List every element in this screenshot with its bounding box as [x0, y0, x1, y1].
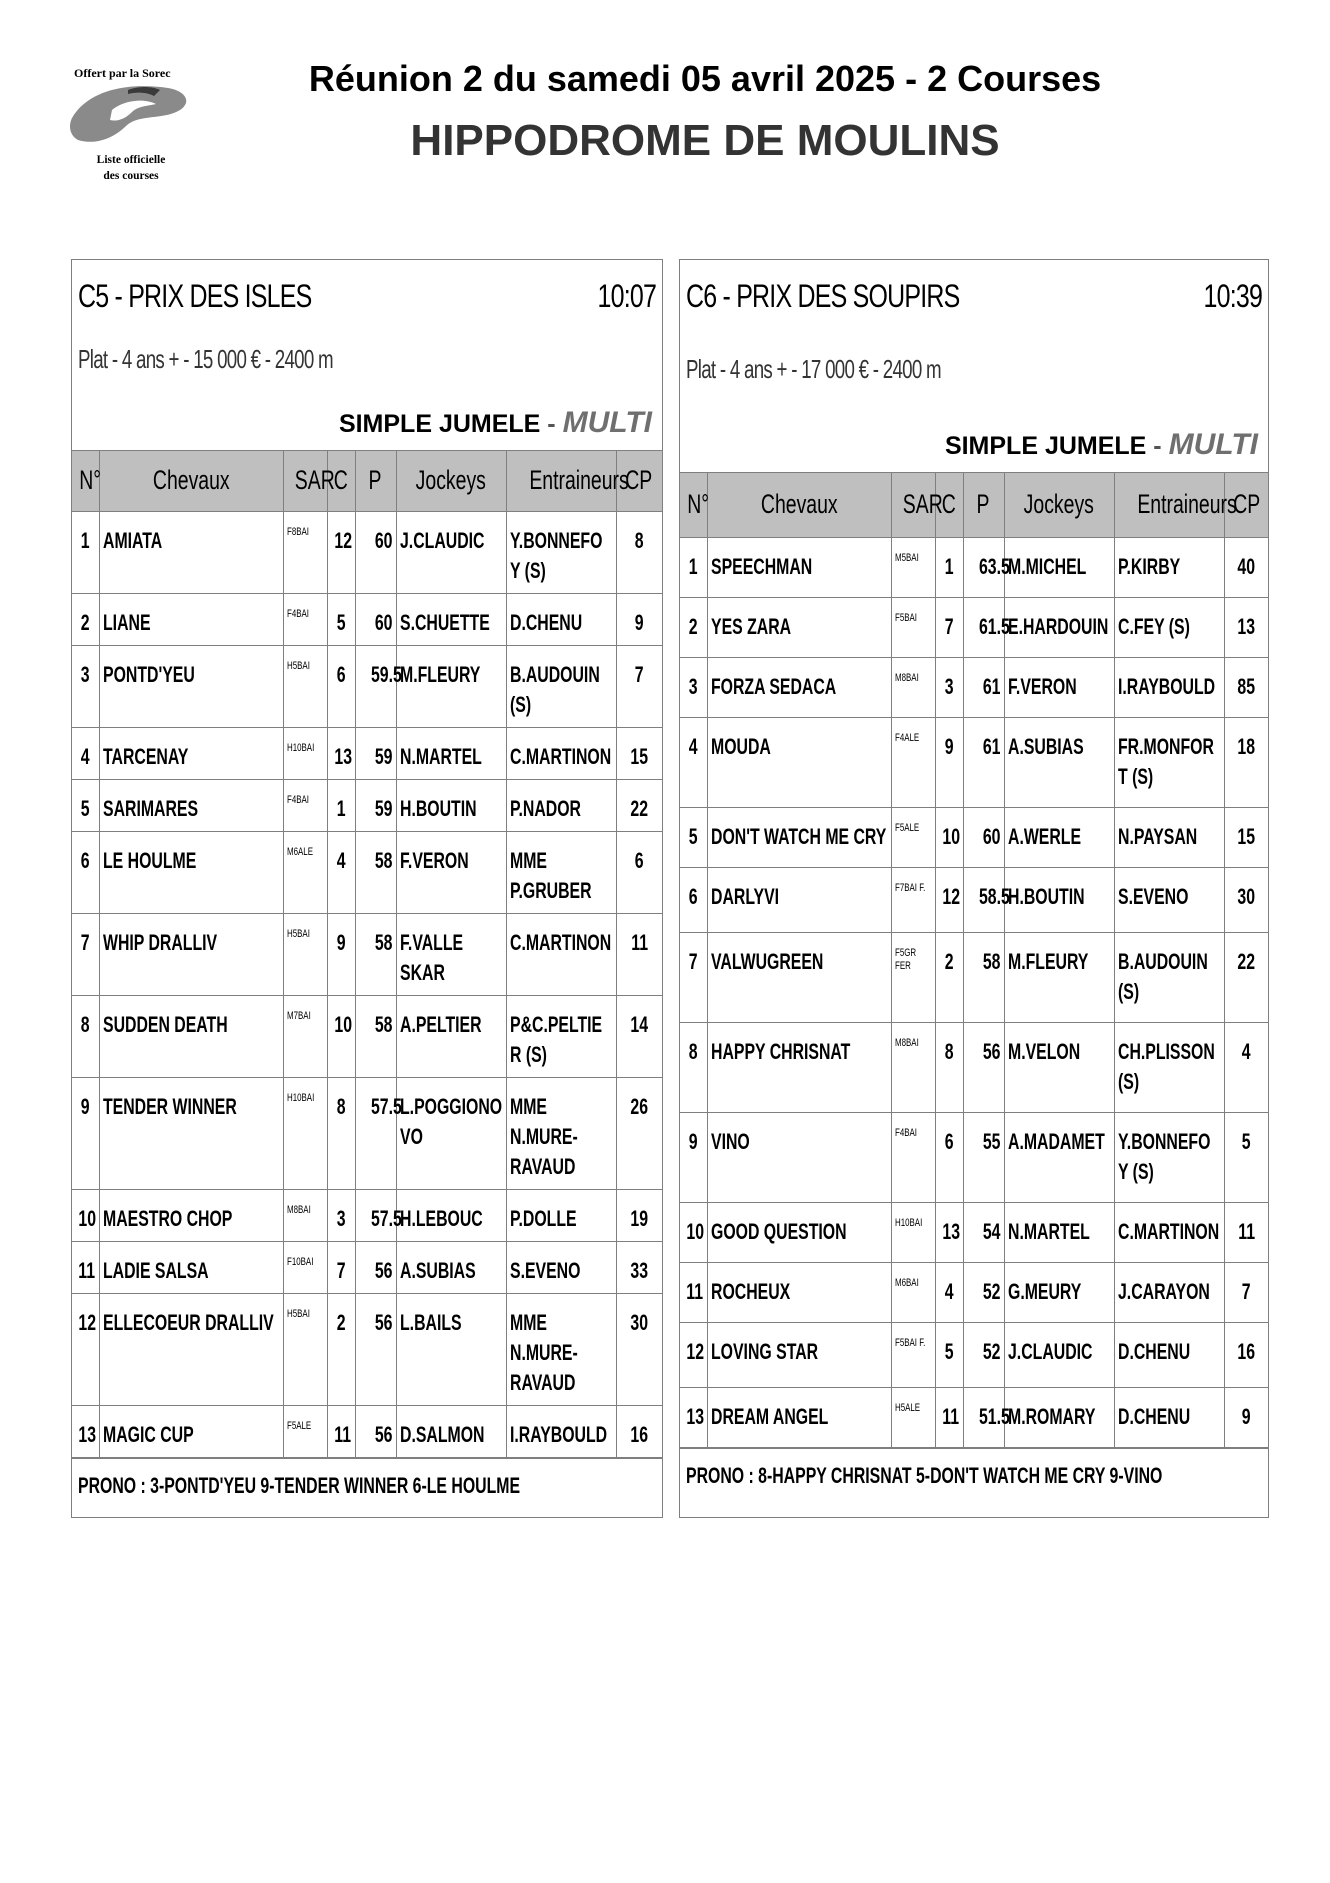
cell-jockey: A.WERLE — [1004, 807, 1114, 867]
race-time: 10:39 — [1203, 278, 1262, 314]
cell-trainer: C.MARTINON — [506, 727, 616, 779]
cell-cp: 4 — [1224, 1022, 1268, 1112]
cell-horse: GOOD QUESTION — [707, 1202, 891, 1262]
cell-c: 6 — [935, 1112, 963, 1202]
cell-n: 1 — [680, 537, 707, 597]
cell-trainer: MME N.MURE-RAVAUD — [506, 1077, 616, 1189]
cell-sar: M5BAI — [891, 537, 935, 597]
cell-cp: 9 — [616, 593, 662, 645]
cell-n: 2 — [680, 597, 707, 657]
cell-horse: VALWUGREEN — [707, 932, 891, 1022]
cell-c: 11 — [935, 1387, 963, 1447]
cell-p: 63.5 — [963, 537, 1004, 597]
cell-trainer: FR.MONFORT (S) — [1114, 717, 1224, 807]
cell-sar: F5ALE — [283, 1405, 327, 1457]
cell-trainer: P.KIRBY — [1114, 537, 1224, 597]
cell-trainer: D.CHENU — [1114, 1322, 1224, 1387]
cell-trainer: B.AUDOUIN (S) — [506, 645, 616, 727]
cell-c: 5 — [327, 593, 355, 645]
cell-jockey: F.VERON — [1004, 657, 1114, 717]
cell-sar: F5GR FER — [891, 932, 935, 1022]
cell-jockey: N.MARTEL — [396, 727, 506, 779]
cell-cp: 22 — [1224, 932, 1268, 1022]
table-row — [72, 1293, 662, 1405]
cell-trainer: D.CHENU — [1114, 1387, 1224, 1447]
cell-horse: SARIMARES — [99, 779, 283, 831]
cell-n: 3 — [680, 657, 707, 717]
cell-cp: 18 — [1224, 717, 1268, 807]
cell-cp: 9 — [1224, 1387, 1268, 1447]
cell-cp: 6 — [616, 831, 662, 913]
prono: PRONO : 8-HAPPY CHRISNAT 5-DON'T WATCH ME CRY 9-VINO — [680, 1448, 1268, 1501]
cell-c: 7 — [935, 597, 963, 657]
cell-horse: FORZA SEDACA — [707, 657, 891, 717]
cell-horse: SPEECHMAN — [707, 537, 891, 597]
cell-jockey: A.SUBIAS — [1004, 717, 1114, 807]
cell-jockey: J.CLAUDIC — [396, 511, 506, 593]
cell-p: 56 — [355, 1241, 396, 1293]
col-header: Entraineurs — [1114, 473, 1224, 537]
cell-n: 12 — [680, 1322, 707, 1387]
bet-types: SIMPLE JUMELE - MULTI — [338, 406, 652, 439]
venue-title: HIPPODROME DE MOULINS — [410, 116, 1000, 165]
race-name: C6 - PRIX DES SOUPIRS — [686, 278, 960, 314]
cell-sar: F5ALE — [891, 807, 935, 867]
cell-jockey: H.LEBOUC — [396, 1189, 506, 1241]
cell-sar: H10BAI — [891, 1202, 935, 1262]
col-header: SAR — [283, 451, 327, 511]
cell-jockey: M.MICHEL — [1004, 537, 1114, 597]
cell-p: 58 — [355, 995, 396, 1077]
race-panel-c6 — [679, 259, 1269, 1518]
cell-horse: MAESTRO CHOP — [99, 1189, 283, 1241]
cell-p: 60 — [355, 511, 396, 593]
cell-sar: M8BAI — [891, 1022, 935, 1112]
table-row — [72, 1405, 662, 1457]
cell-jockey: H.BOUTIN — [396, 779, 506, 831]
cell-c: 11 — [327, 1405, 355, 1457]
cell-horse: DARLYVI — [707, 867, 891, 932]
cell-n: 5 — [72, 779, 99, 831]
table-header — [680, 473, 1268, 537]
cell-jockey: A.MADAMET — [1004, 1112, 1114, 1202]
table-row — [72, 779, 662, 831]
cell-sar: M8BAI — [891, 657, 935, 717]
table-row — [680, 1387, 1268, 1447]
cell-sar: H5BAI — [283, 1293, 327, 1405]
cell-p: 59 — [355, 779, 396, 831]
cell-jockey: A.SUBIAS — [396, 1241, 506, 1293]
cell-sar: F8BAI — [283, 511, 327, 593]
cell-n: 2 — [72, 593, 99, 645]
table-row — [72, 645, 662, 727]
cell-n: 12 — [72, 1293, 99, 1405]
cell-sar: F5BAI F. — [891, 1322, 935, 1387]
col-header: N° — [72, 451, 99, 511]
cell-jockey: M.FLEURY — [1004, 932, 1114, 1022]
cell-horse: LOVING STAR — [707, 1322, 891, 1387]
cell-trainer: P.DOLLE — [506, 1189, 616, 1241]
table-row — [680, 932, 1268, 1022]
cell-sar: F4BAI — [891, 1112, 935, 1202]
cell-p: 61 — [963, 717, 1004, 807]
table-header — [72, 451, 662, 511]
cell-horse: DREAM ANGEL — [707, 1387, 891, 1447]
cell-c: 8 — [935, 1022, 963, 1112]
cell-p: 56 — [963, 1022, 1004, 1112]
race-panel-c5 — [71, 259, 663, 1518]
cell-trainer: MME N.MURE-RAVAUD — [506, 1293, 616, 1405]
col-header: SAR — [891, 473, 935, 537]
cell-horse: ELLECOEUR DRALLIV — [99, 1293, 283, 1405]
sorec-logo — [68, 64, 194, 184]
cell-jockey: H.BOUTIN — [1004, 867, 1114, 932]
cell-n: 3 — [72, 645, 99, 727]
prono: PRONO : 3-PONTD'YEU 9-TENDER WINNER 6-LE HOULME — [72, 1458, 662, 1511]
cell-horse: AMIATA — [99, 511, 283, 593]
cell-p: 56 — [355, 1405, 396, 1457]
bet-types: SIMPLE JUMELE - MULTI — [944, 428, 1258, 461]
cell-n: 5 — [680, 807, 707, 867]
cell-c: 4 — [935, 1262, 963, 1322]
cell-n: 7 — [680, 932, 707, 1022]
cell-cp: 15 — [616, 727, 662, 779]
cell-cp: 40 — [1224, 537, 1268, 597]
cell-n: 4 — [72, 727, 99, 779]
race-time: 10:07 — [597, 278, 656, 314]
table-row — [680, 657, 1268, 717]
cell-sar: F4BAI — [283, 593, 327, 645]
cell-p: 58 — [355, 831, 396, 913]
cell-c: 12 — [327, 511, 355, 593]
cell-trainer: S.EVENO — [1114, 867, 1224, 932]
col-header: CP — [616, 451, 662, 511]
cell-c: 3 — [327, 1189, 355, 1241]
cell-cp: 8 — [616, 511, 662, 593]
cell-sar: H5BAI — [283, 645, 327, 727]
cell-horse: LE HOULME — [99, 831, 283, 913]
cell-cp: 19 — [616, 1189, 662, 1241]
cell-n: 13 — [680, 1387, 707, 1447]
cell-sar: M8BAI — [283, 1189, 327, 1241]
cell-p: 59 — [355, 727, 396, 779]
cell-cp: 5 — [1224, 1112, 1268, 1202]
cell-sar: F10BAI — [283, 1241, 327, 1293]
cell-c: 4 — [327, 831, 355, 913]
logo-bottom-text: Liste officielle des courses — [96, 154, 166, 182]
cell-trainer: P.NADOR — [506, 779, 616, 831]
cell-n: 8 — [680, 1022, 707, 1112]
cell-horse: TARCENAY — [99, 727, 283, 779]
cell-trainer: J.CARAYON — [1114, 1262, 1224, 1322]
table-row — [680, 597, 1268, 657]
cell-horse: WHIP DRALLIV — [99, 913, 283, 995]
table-row — [680, 867, 1268, 932]
cell-sar: F4ALE — [891, 717, 935, 807]
cell-trainer: I.RAYBOULD — [506, 1405, 616, 1457]
col-header: Jockeys — [1004, 473, 1114, 537]
cell-jockey: M.VELON — [1004, 1022, 1114, 1112]
cell-sar: H10BAI — [283, 727, 327, 779]
table-row — [72, 995, 662, 1077]
meeting-title: Réunion 2 du samedi 05 avril 2025 - 2 Courses — [308, 58, 1102, 99]
cell-p: 61.5 — [963, 597, 1004, 657]
cell-jockey: F.VALLE SKAR — [396, 913, 506, 995]
cell-p: 58.5 — [963, 867, 1004, 932]
col-header: C — [327, 451, 355, 511]
cell-cp: 13 — [1224, 597, 1268, 657]
cell-sar: H5ALE — [891, 1387, 935, 1447]
cell-c: 2 — [327, 1293, 355, 1405]
table-row — [72, 1077, 662, 1189]
cell-trainer: Y.BONNEFOY (S) — [1114, 1112, 1224, 1202]
cell-n: 10 — [72, 1189, 99, 1241]
cell-p: 59.5 — [355, 645, 396, 727]
cell-sar: M6ALE — [283, 831, 327, 913]
cell-cp: 11 — [1224, 1202, 1268, 1262]
cell-trainer: B.AUDOUIN (S) — [1114, 932, 1224, 1022]
cell-trainer: C.MARTINON — [1114, 1202, 1224, 1262]
cell-cp: 30 — [616, 1293, 662, 1405]
cell-trainer: Y.BONNEFOY (S) — [506, 511, 616, 593]
table-row — [680, 1322, 1268, 1387]
cell-jockey: G.MEURY — [1004, 1262, 1114, 1322]
table-row — [72, 831, 662, 913]
cell-cp: 14 — [616, 995, 662, 1077]
race-conditions: Plat - 4 ans + - 15 000 € - 2400 m — [78, 344, 333, 374]
cell-n: 13 — [72, 1405, 99, 1457]
cell-cp: 7 — [616, 645, 662, 727]
cell-cp: 15 — [1224, 807, 1268, 867]
cell-trainer: C.MARTINON — [506, 913, 616, 995]
cell-cp: 30 — [1224, 867, 1268, 932]
logo-top-text: Offert par la Sorec — [74, 66, 171, 80]
cell-trainer: CH.PLISSON (S) — [1114, 1022, 1224, 1112]
col-header: P — [355, 451, 396, 511]
table-row — [680, 1112, 1268, 1202]
table-row — [680, 1262, 1268, 1322]
race-header — [680, 260, 1268, 473]
col-header: CP — [1224, 473, 1268, 537]
cell-horse: SUDDEN DEATH — [99, 995, 283, 1077]
race-name: C5 - PRIX DES ISLES — [78, 278, 312, 314]
cell-n: 7 — [72, 913, 99, 995]
cell-horse: MAGIC CUP — [99, 1405, 283, 1457]
table-row — [72, 593, 662, 645]
race-conditions: Plat - 4 ans + - 17 000 € - 2400 m — [686, 354, 941, 384]
cell-jockey: D.SALMON — [396, 1405, 506, 1457]
cell-cp: 7 — [1224, 1262, 1268, 1322]
cell-n: 9 — [680, 1112, 707, 1202]
col-header: Jockeys — [396, 451, 506, 511]
cell-cp: 16 — [616, 1405, 662, 1457]
cell-trainer: N.PAYSAN — [1114, 807, 1224, 867]
table-row — [72, 511, 662, 593]
col-header: C — [935, 473, 963, 537]
cell-c: 9 — [327, 913, 355, 995]
cell-c: 10 — [327, 995, 355, 1077]
cell-c: 5 — [935, 1322, 963, 1387]
cell-p: 57.5 — [355, 1077, 396, 1189]
cell-n: 1 — [72, 511, 99, 593]
runners-table — [680, 473, 1268, 1448]
cell-c: 2 — [935, 932, 963, 1022]
cell-c: 1 — [327, 779, 355, 831]
table-row — [680, 1202, 1268, 1262]
cell-cp: 16 — [1224, 1322, 1268, 1387]
cell-trainer: D.CHENU — [506, 593, 616, 645]
col-header: Chevaux — [707, 473, 891, 537]
cell-cp: 33 — [616, 1241, 662, 1293]
cell-horse: YES ZARA — [707, 597, 891, 657]
cell-c: 12 — [935, 867, 963, 932]
cell-n: 10 — [680, 1202, 707, 1262]
cell-jockey: E.HARDOUIN — [1004, 597, 1114, 657]
cell-c: 6 — [327, 645, 355, 727]
cell-trainer: I.RAYBOULD — [1114, 657, 1224, 717]
cell-jockey: M.ROMARY — [1004, 1387, 1114, 1447]
cell-p: 55 — [963, 1112, 1004, 1202]
cell-p: 58 — [963, 932, 1004, 1022]
cell-jockey: J.CLAUDIC — [1004, 1322, 1114, 1387]
table-row — [680, 537, 1268, 597]
table-row — [72, 913, 662, 995]
cell-n: 11 — [680, 1262, 707, 1322]
cell-c: 3 — [935, 657, 963, 717]
cell-sar: M6BAI — [891, 1262, 935, 1322]
cell-jockey: L.POGGIONO VO — [396, 1077, 506, 1189]
cell-sar: F5BAI — [891, 597, 935, 657]
cell-jockey: A.PELTIER — [396, 995, 506, 1077]
col-header: P — [963, 473, 1004, 537]
cell-trainer: C.FEY (S) — [1114, 597, 1224, 657]
cell-p: 56 — [355, 1293, 396, 1405]
cell-n: 4 — [680, 717, 707, 807]
cell-p: 58 — [355, 913, 396, 995]
cell-jockey: F.VERON — [396, 831, 506, 913]
cell-horse: LIANE — [99, 593, 283, 645]
cell-horse: MOUDA — [707, 717, 891, 807]
table-row — [72, 727, 662, 779]
horse-logo-icon — [68, 80, 194, 150]
runners-table — [72, 451, 662, 1458]
cell-p: 57.5 — [355, 1189, 396, 1241]
cell-p: 61 — [963, 657, 1004, 717]
cell-p: 52 — [963, 1322, 1004, 1387]
cell-p: 52 — [963, 1262, 1004, 1322]
cell-c: 13 — [935, 1202, 963, 1262]
table-row — [72, 1189, 662, 1241]
cell-jockey: S.CHUETTE — [396, 593, 506, 645]
cell-c: 1 — [935, 537, 963, 597]
cell-n: 8 — [72, 995, 99, 1077]
table-row — [680, 717, 1268, 807]
cell-p: 54 — [963, 1202, 1004, 1262]
cell-p: 60 — [963, 807, 1004, 867]
cell-cp: 11 — [616, 913, 662, 995]
cell-sar: H10BAI — [283, 1077, 327, 1189]
col-header: N° — [680, 473, 707, 537]
cell-p: 60 — [355, 593, 396, 645]
cell-horse: LADIE SALSA — [99, 1241, 283, 1293]
cell-c: 8 — [327, 1077, 355, 1189]
cell-horse: TENDER WINNER — [99, 1077, 283, 1189]
cell-c: 7 — [327, 1241, 355, 1293]
cell-horse: HAPPY CHRISNAT — [707, 1022, 891, 1112]
cell-p: 51.5 — [963, 1387, 1004, 1447]
cell-c: 9 — [935, 717, 963, 807]
cell-sar: H5BAI — [283, 913, 327, 995]
col-header: Chevaux — [99, 451, 283, 511]
cell-trainer: P&C.PELTIER (S) — [506, 995, 616, 1077]
cell-sar: F4BAI — [283, 779, 327, 831]
cell-c: 13 — [327, 727, 355, 779]
cell-trainer: S.EVENO — [506, 1241, 616, 1293]
cell-sar: F7BAI F. — [891, 867, 935, 932]
cell-jockey: M.FLEURY — [396, 645, 506, 727]
race-header — [72, 260, 662, 451]
cell-horse: DON'T WATCH ME CRY — [707, 807, 891, 867]
cell-cp: 26 — [616, 1077, 662, 1189]
cell-horse: ROCHEUX — [707, 1262, 891, 1322]
table-row — [680, 807, 1268, 867]
cell-n: 6 — [680, 867, 707, 932]
table-row — [680, 1022, 1268, 1112]
cell-c: 10 — [935, 807, 963, 867]
cell-jockey: N.MARTEL — [1004, 1202, 1114, 1262]
cell-cp: 85 — [1224, 657, 1268, 717]
cell-sar: M7BAI — [283, 995, 327, 1077]
col-header: Entraineurs — [506, 451, 616, 511]
table-row — [72, 1241, 662, 1293]
cell-horse: PONTD'YEU — [99, 645, 283, 727]
cell-jockey: L.BAILS — [396, 1293, 506, 1405]
cell-n: 9 — [72, 1077, 99, 1189]
cell-horse: VINO — [707, 1112, 891, 1202]
cell-n: 11 — [72, 1241, 99, 1293]
cell-trainer: MME P.GRUBER — [506, 831, 616, 913]
cell-cp: 22 — [616, 779, 662, 831]
cell-n: 6 — [72, 831, 99, 913]
